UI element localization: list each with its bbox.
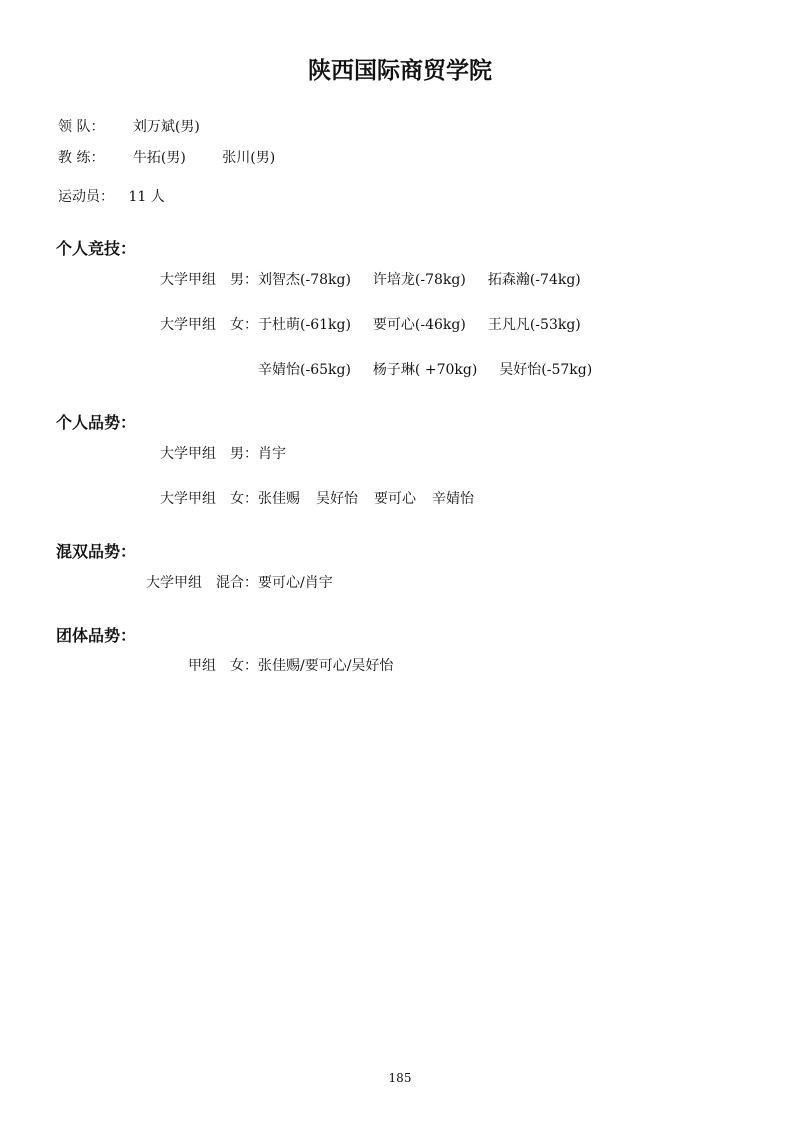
- entry-row: [148, 359, 614, 379]
- athletes-value: 11 人: [128, 189, 165, 205]
- row-label: 甲组 女：: [188, 658, 258, 674]
- athlete-entry: 吴好怡(-57kg): [499, 362, 593, 378]
- coach-label: 教 练：: [58, 150, 105, 166]
- athlete-entry: 要可心: [374, 491, 416, 507]
- leader-value: 刘万斌(男): [132, 119, 200, 135]
- entry-row: [178, 655, 415, 675]
- athlete-entry: 张佳赐: [258, 491, 300, 507]
- entry-row: [148, 443, 308, 463]
- page-title: 陕西国际商贸学院: [308, 58, 492, 84]
- athlete-entry: 于杜萌(-61kg): [258, 317, 351, 333]
- section-heading: 个人品势：: [56, 413, 137, 432]
- section-heading: 个人竞技：: [56, 239, 137, 258]
- coach-value: 牛拓(男): [132, 150, 186, 166]
- athlete-entry: 王凡凡(-53kg): [487, 317, 581, 333]
- leader-line: [58, 116, 200, 136]
- entry-row: [148, 488, 490, 508]
- page-number: 185: [388, 1071, 412, 1085]
- athlete-entry: 辛婧怡: [432, 491, 474, 507]
- athlete-entry: 杨子琳( +70kg): [372, 362, 478, 378]
- athletes-line: [58, 186, 165, 206]
- section-heading: 混双品势：: [56, 542, 137, 561]
- row-label: 大学甲组 男：: [160, 446, 258, 462]
- entry-row: [148, 314, 603, 334]
- row-label: 大学甲组 女：: [160, 491, 258, 507]
- athlete-entry: 张佳赐/要可心/吴好怡: [258, 658, 394, 674]
- row-label: 大学甲组 女：: [160, 317, 258, 333]
- athlete-entry: 刘智杰(-78kg): [258, 272, 351, 288]
- athlete-entry: 辛婧怡(-65kg): [258, 362, 351, 378]
- section-heading: 团体品势：: [56, 626, 137, 645]
- athlete-entry: 吴好怡: [316, 491, 358, 507]
- leader-label: 领 队：: [58, 119, 105, 135]
- row-label: 大学甲组 男：: [160, 272, 258, 288]
- athlete-entry: 要可心/肖宇: [258, 575, 333, 591]
- entry-row: [148, 269, 603, 289]
- athlete-entry: 拓森瀚(-74kg): [487, 272, 581, 288]
- athletes-label: 运动员：: [58, 189, 114, 205]
- row-label: [148, 359, 258, 379]
- entry-row: [130, 572, 355, 592]
- coach-value: 张川(男): [222, 150, 276, 166]
- row-label: 大学甲组 混合：: [146, 575, 258, 591]
- athlete-entry: 许培龙(-78kg): [372, 272, 466, 288]
- athlete-entry: 要可心(-46kg): [372, 317, 466, 333]
- coach-line: [58, 147, 275, 167]
- athlete-entry: 肖宇: [258, 446, 286, 462]
